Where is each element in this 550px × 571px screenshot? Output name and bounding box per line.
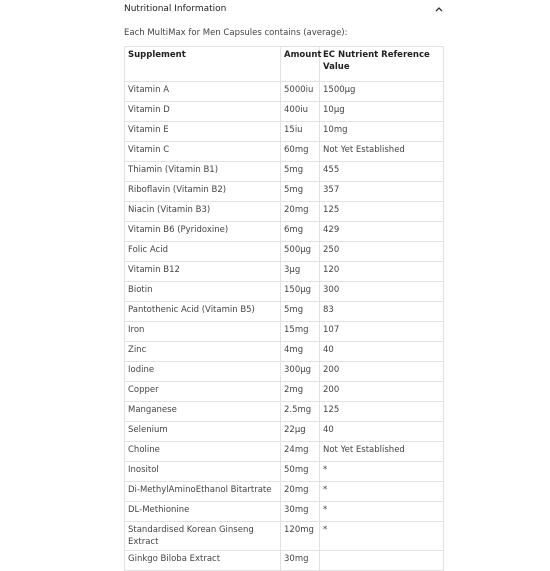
- amount-cell: 300μg: [281, 362, 320, 382]
- chevron-up-icon[interactable]: [434, 4, 444, 14]
- intro-text: Each MultiMax for Men Capsules contains (average):: [124, 28, 348, 38]
- supplement-cell: Inositol: [125, 462, 281, 482]
- supplement-cell: Standardised Korean Ginseng Extract: [125, 522, 281, 551]
- nrv-cell: *: [320, 522, 444, 551]
- supplement-cell: Choline: [125, 442, 281, 462]
- supplement-cell: Vitamin B6 (Pyridoxine): [125, 222, 281, 242]
- amount-cell: 6mg: [281, 222, 320, 242]
- table-row: [125, 322, 444, 342]
- amount-cell: 20mg: [281, 482, 320, 502]
- amount-cell: 50mg: [281, 462, 320, 482]
- table-row: [125, 82, 444, 102]
- table-row: [125, 342, 444, 362]
- table-row: [125, 162, 444, 182]
- amount-cell: 3μg: [281, 262, 320, 282]
- amount-cell: 4mg: [281, 342, 320, 362]
- supplement-cell: Di-MethylAminoEthanol Bitartrate: [125, 482, 281, 502]
- supplement-cell: Iron: [125, 322, 281, 342]
- amount-cell: 30mg: [281, 502, 320, 522]
- supplement-cell: Iodine: [125, 362, 281, 382]
- nrv-cell: 125: [320, 402, 444, 422]
- amount-cell: 5mg: [281, 182, 320, 202]
- table-row: [125, 282, 444, 302]
- table-row: [125, 182, 444, 202]
- supplement-cell: Biotin: [125, 282, 281, 302]
- amount-cell: 500μg: [281, 242, 320, 262]
- table-header-row: [125, 47, 444, 82]
- amount-cell: 150μg: [281, 282, 320, 302]
- nrv-cell: 125: [320, 202, 444, 222]
- table-row: [125, 202, 444, 222]
- nrv-cell: 83: [320, 302, 444, 322]
- supplement-cell: Vitamin B12: [125, 262, 281, 282]
- table-row: [125, 442, 444, 462]
- nrv-cell: 40: [320, 422, 444, 442]
- amount-cell: 5mg: [281, 302, 320, 322]
- nrv-cell: 357: [320, 182, 444, 202]
- amount-cell: 5000iu: [281, 82, 320, 102]
- supplement-cell: Vitamin C: [125, 142, 281, 162]
- supplement-cell: Vitamin D: [125, 102, 281, 122]
- column-header-amount: Amount: [281, 47, 320, 82]
- nrv-cell: *: [320, 482, 444, 502]
- table-row: [125, 462, 444, 482]
- table-row: [125, 142, 444, 162]
- table-row: [125, 382, 444, 402]
- section-title: Nutritional Information: [124, 4, 227, 14]
- nrv-cell: [320, 551, 444, 571]
- nrv-cell: 10mg: [320, 122, 444, 142]
- table-row: [125, 422, 444, 442]
- table-row: [125, 222, 444, 242]
- table-row: [125, 502, 444, 522]
- nrv-cell: 107: [320, 322, 444, 342]
- nrv-cell: Not Yet Established: [320, 442, 444, 462]
- supplement-cell: Pantothenic Acid (Vitamin B5): [125, 302, 281, 322]
- amount-cell: 60mg: [281, 142, 320, 162]
- table-row: [125, 482, 444, 502]
- supplement-cell: Folic Acid: [125, 242, 281, 262]
- amount-cell: 20mg: [281, 202, 320, 222]
- amount-cell: 30mg: [281, 551, 320, 571]
- table-row: [125, 102, 444, 122]
- table-row: [125, 242, 444, 262]
- column-header-nrv: EC Nutrient Reference Value: [320, 47, 444, 82]
- nrv-cell: 10μg: [320, 102, 444, 122]
- supplement-cell: Vitamin A: [125, 82, 281, 102]
- amount-cell: 120mg: [281, 522, 320, 551]
- nrv-cell: 120: [320, 262, 444, 282]
- table-row: [125, 262, 444, 282]
- nrv-cell: 429: [320, 222, 444, 242]
- supplement-cell: Manganese: [125, 402, 281, 422]
- nutrition-table: [124, 46, 444, 571]
- supplement-cell: DL-Methionine: [125, 502, 281, 522]
- amount-cell: 22μg: [281, 422, 320, 442]
- amount-cell: 5mg: [281, 162, 320, 182]
- nrv-cell: 40: [320, 342, 444, 362]
- table-row: [125, 302, 444, 322]
- supplement-cell: Niacin (Vitamin B3): [125, 202, 281, 222]
- nrv-cell: *: [320, 502, 444, 522]
- supplement-cell: Riboflavin (Vitamin B2): [125, 182, 281, 202]
- supplement-cell: Ginkgo Biloba Extract: [125, 551, 281, 571]
- nrv-cell: 200: [320, 382, 444, 402]
- supplement-cell: Vitamin E: [125, 122, 281, 142]
- amount-cell: 24mg: [281, 442, 320, 462]
- table-row: [125, 402, 444, 422]
- amount-cell: 15mg: [281, 322, 320, 342]
- nrv-cell: 455: [320, 162, 444, 182]
- nrv-cell: 200: [320, 362, 444, 382]
- nrv-cell: *: [320, 462, 444, 482]
- nutritional-info-accordion-header[interactable]: [124, 0, 448, 24]
- supplement-cell: Zinc: [125, 342, 281, 362]
- column-header-supplement: Supplement: [125, 47, 281, 82]
- amount-cell: 2.5mg: [281, 402, 320, 422]
- supplement-cell: Copper: [125, 382, 281, 402]
- supplement-cell: Thiamin (Vitamin B1): [125, 162, 281, 182]
- table-row: [125, 362, 444, 382]
- amount-cell: 15iu: [281, 122, 320, 142]
- supplement-cell: Selenium: [125, 422, 281, 442]
- nrv-cell: 250: [320, 242, 444, 262]
- nrv-cell: 300: [320, 282, 444, 302]
- nrv-cell: Not Yet Established: [320, 142, 444, 162]
- table-row: [125, 522, 444, 551]
- table-row: [125, 122, 444, 142]
- amount-cell: 2mg: [281, 382, 320, 402]
- nrv-cell: 1500μg: [320, 82, 444, 102]
- amount-cell: 400iu: [281, 102, 320, 122]
- table-row: [125, 551, 444, 571]
